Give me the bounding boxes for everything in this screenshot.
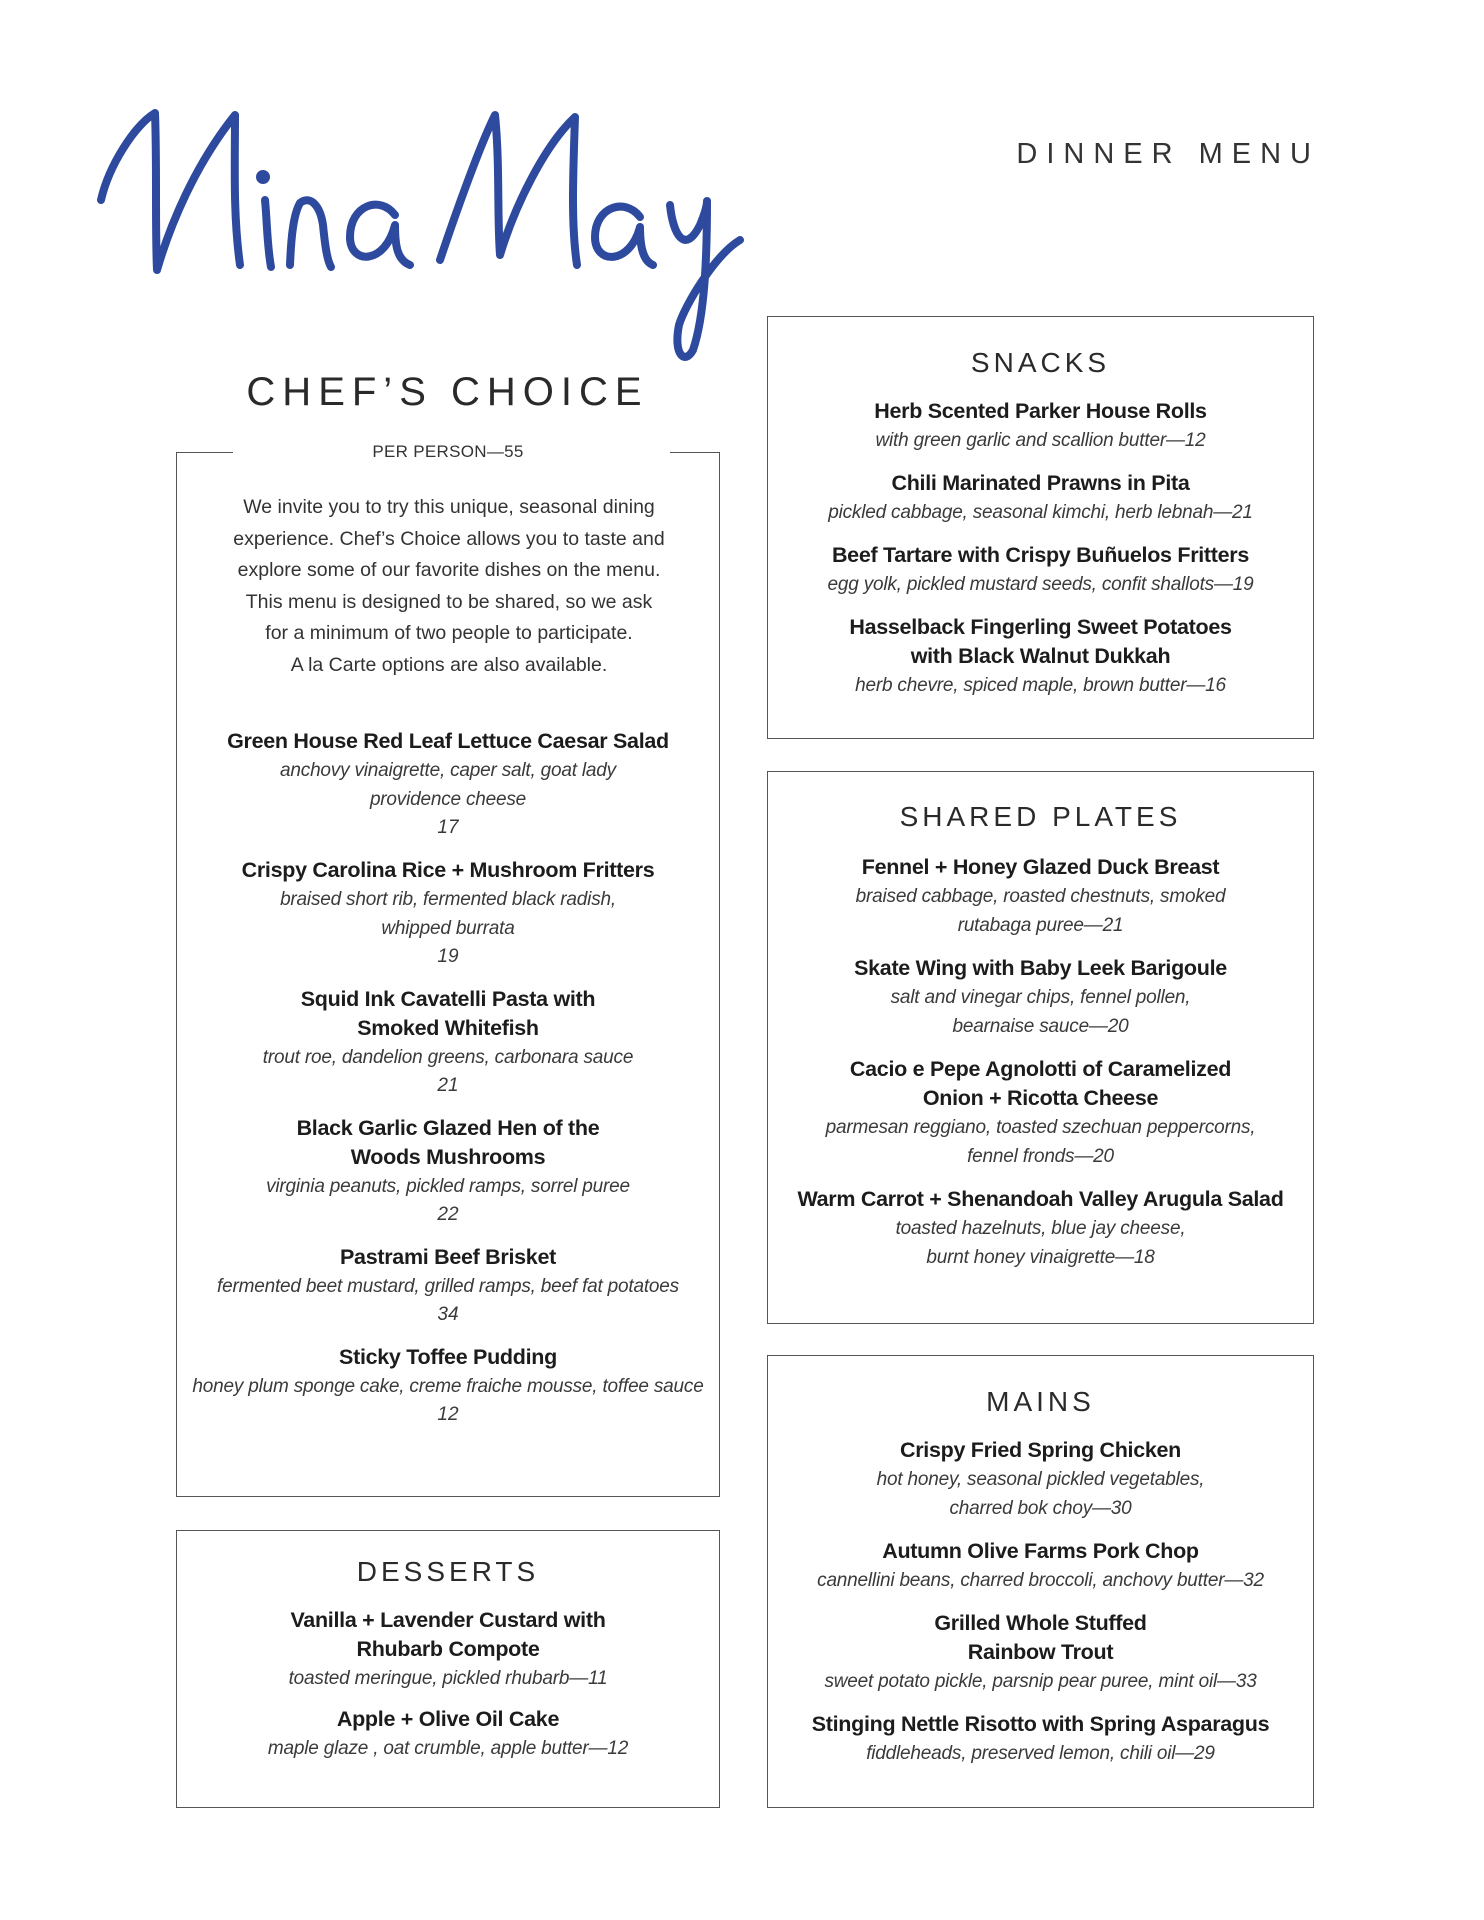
shared-plates-items xyxy=(768,853,1313,1272)
mains-items xyxy=(768,1436,1313,1768)
mains-title: MAINS xyxy=(986,1386,1095,1417)
menu-item-name: Stinging Nettle Risotto with Spring Asparagus xyxy=(811,1712,1270,1736)
menu-item xyxy=(768,1185,1313,1272)
menu-item-description: fennel fronds—20 xyxy=(967,1146,1114,1167)
menu-item-description: rutabaga puree—21 xyxy=(957,915,1124,936)
menu-item xyxy=(177,1243,719,1329)
menu-item-description: maple glaze , oat crumble, apple butter—12 xyxy=(267,1738,629,1759)
menu-item-name: Grilled Whole Stuffed xyxy=(934,1611,1147,1635)
menu-item-price: 22 xyxy=(437,1204,459,1225)
nina-may-script-logo xyxy=(95,105,745,365)
desserts-items xyxy=(177,1606,719,1763)
menu-item xyxy=(768,1609,1313,1696)
menu-item-description: parmesan reggiano, toasted szechuan peppercorns, xyxy=(825,1117,1256,1138)
menu-item-price: 17 xyxy=(437,817,459,838)
menu-item-name: Crispy Fried Spring Chicken xyxy=(899,1438,1182,1462)
menu-item xyxy=(177,727,719,842)
menu-item-description: fermented beet mustard, grilled ramps, beef fat potatoes xyxy=(217,1276,679,1297)
menu-item-description: charred bok choy—30 xyxy=(949,1498,1132,1519)
desserts-title: DESSERTS xyxy=(356,1556,540,1587)
menu-item-description: salt and vinegar chips, fennel pollen, xyxy=(890,987,1191,1008)
menu-item-description: braised short rib, fermented black radish, xyxy=(280,889,616,910)
menu-item xyxy=(177,1114,719,1229)
menu-item xyxy=(177,1343,719,1429)
menu-item-name: Chili Marinated Prawns in Pita xyxy=(891,471,1190,495)
menu-item-name: Sticky Toffee Pudding xyxy=(339,1345,557,1369)
menu-item-name: Smoked Whitefish xyxy=(357,1016,539,1040)
menu-item-name: Crispy Carolina Rice + Mushroom Fritters xyxy=(241,858,655,882)
menu-item-description: providence cheese xyxy=(369,789,527,810)
menu-item-description: bearnaise sauce—20 xyxy=(952,1016,1129,1037)
menu-item-description: pickled cabbage, seasonal kimchi, herb lebnah—21 xyxy=(828,502,1253,523)
snacks-title: SNACKS xyxy=(970,347,1111,378)
chefs-choice-box xyxy=(176,442,720,1497)
menu-item-description: sweet potato pickle, parsnip pear puree, mint oil—33 xyxy=(824,1671,1257,1692)
menu-item-name: Pastrami Beef Brisket xyxy=(340,1245,556,1269)
menu-item-price: 19 xyxy=(437,946,459,967)
menu-item-description: toasted meringue, pickled rhubarb—11 xyxy=(288,1668,608,1689)
menu-item-description: virginia peanuts, pickled ramps, sorrel puree xyxy=(266,1176,630,1197)
menu-item-price: 12 xyxy=(437,1404,459,1425)
menu-item-description: anchovy vinaigrette, caper salt, goat lady xyxy=(280,760,616,781)
menu-item xyxy=(177,856,719,971)
menu-item-description: whipped burrata xyxy=(381,918,515,939)
intro-line: explore some of our favorite dishes on the menu. xyxy=(237,559,661,581)
mains-box xyxy=(767,1355,1314,1808)
menu-item-name: Skate Wing with Baby Leek Barigoule xyxy=(854,956,1227,980)
chefs-choice-price: PER PERSON—55 xyxy=(372,442,524,461)
menu-item-description: toasted hazelnuts, blue jay cheese, xyxy=(895,1218,1186,1239)
menu-item-description: braised cabbage, roasted chestnuts, smoked xyxy=(855,886,1226,907)
menu-item xyxy=(177,1606,719,1693)
menu-item xyxy=(768,853,1313,940)
menu-item xyxy=(768,1710,1313,1768)
menu-item-description: egg yolk, pickled mustard seeds, confit shallots—19 xyxy=(827,574,1254,595)
menu-item-description: herb chevre, spiced maple, brown butter—16 xyxy=(855,675,1226,696)
menu-item-name: Onion + Ricotta Cheese xyxy=(922,1086,1159,1110)
menu-item xyxy=(768,1537,1313,1595)
menu-item xyxy=(177,1705,719,1763)
menu-item-price: 34 xyxy=(437,1304,459,1325)
menu-item-name: Fennel + Honey Glazed Duck Breast xyxy=(861,855,1220,879)
menu-item-name: Autumn Olive Farms Pork Chop xyxy=(882,1539,1199,1563)
menu-item-name: Rhubarb Compote xyxy=(356,1637,540,1661)
menu-item-name: Black Garlic Glazed Hen of the xyxy=(296,1116,600,1140)
menu-item-name: Herb Scented Parker House Rolls xyxy=(874,399,1207,423)
snacks-box xyxy=(767,316,1314,739)
desserts-box xyxy=(176,1530,720,1808)
shared-plates-box xyxy=(767,771,1314,1324)
menu-item-name: Green House Red Leaf Lettuce Caesar Salad xyxy=(227,729,669,753)
menu-item-name: Cacio e Pepe Agnolotti of Caramelized xyxy=(849,1057,1232,1081)
menu-item-description: trout roe, dandelion greens, carbonara sauce xyxy=(262,1047,634,1068)
menu-item xyxy=(768,1055,1313,1171)
intro-line: experience. Chef’s Choice allows you to taste and xyxy=(233,527,665,550)
menu-item-description: burnt honey vinaigrette—18 xyxy=(926,1247,1155,1268)
shared-plates-title: SHARED PLATES xyxy=(899,801,1182,832)
intro-line: This menu is designed to be shared, so we ask xyxy=(245,590,653,613)
menu-item-description: honey plum sponge cake, creme fraiche mousse, toffee sauce xyxy=(192,1376,704,1397)
chefs-choice-intro xyxy=(227,492,671,681)
menu-item-name: Woods Mushrooms xyxy=(350,1145,546,1169)
menu-item-description: fiddleheads, preserved lemon, chili oil—29 xyxy=(866,1743,1215,1764)
chefs-choice-heading: CHEF’S CHOICE xyxy=(246,370,649,414)
menu-item-name: Apple + Olive Oil Cake xyxy=(336,1707,560,1731)
menu-item-description: cannellini beans, charred broccoli, anchovy butter—32 xyxy=(817,1570,1264,1591)
menu-item xyxy=(768,469,1313,527)
intro-line: We invite you to try this unique, seasonal dining xyxy=(243,496,655,518)
intro-line: for a minimum of two people to participate. xyxy=(265,622,633,644)
menu-item-description: with green garlic and scallion butter—12 xyxy=(875,430,1206,451)
menu-item xyxy=(768,1436,1313,1523)
menu-item-name: Rainbow Trout xyxy=(967,1640,1114,1664)
menu-item xyxy=(768,397,1313,455)
menu-item xyxy=(768,613,1313,700)
intro-line: A la Carte options are also available. xyxy=(290,653,608,676)
menu-item-name: Warm Carrot + Shenandoah Valley Arugula Salad xyxy=(797,1187,1284,1211)
snacks-items xyxy=(768,397,1313,700)
menu-item-name: with Black Walnut Dukkah xyxy=(910,644,1171,668)
menu-item-name: Beef Tartare with Crispy Buñuelos Fritters xyxy=(831,543,1250,567)
nina-may-logo xyxy=(95,105,745,365)
chefs-choice-items xyxy=(177,727,719,1429)
menu-item xyxy=(768,541,1313,599)
menu-item-name: Squid Ink Cavatelli Pasta with xyxy=(300,987,596,1011)
menu-item-price: 21 xyxy=(437,1075,459,1096)
menu-item xyxy=(177,985,719,1100)
menu-item-name: Hasselback Fingerling Sweet Potatoes xyxy=(849,615,1232,639)
menu-item-description: hot honey, seasonal pickled vegetables, xyxy=(876,1469,1205,1490)
menu-item xyxy=(768,954,1313,1041)
menu-item-name: Vanilla + Lavender Custard with xyxy=(290,1608,606,1632)
menu-title: DINNER MENU xyxy=(1016,138,1320,170)
